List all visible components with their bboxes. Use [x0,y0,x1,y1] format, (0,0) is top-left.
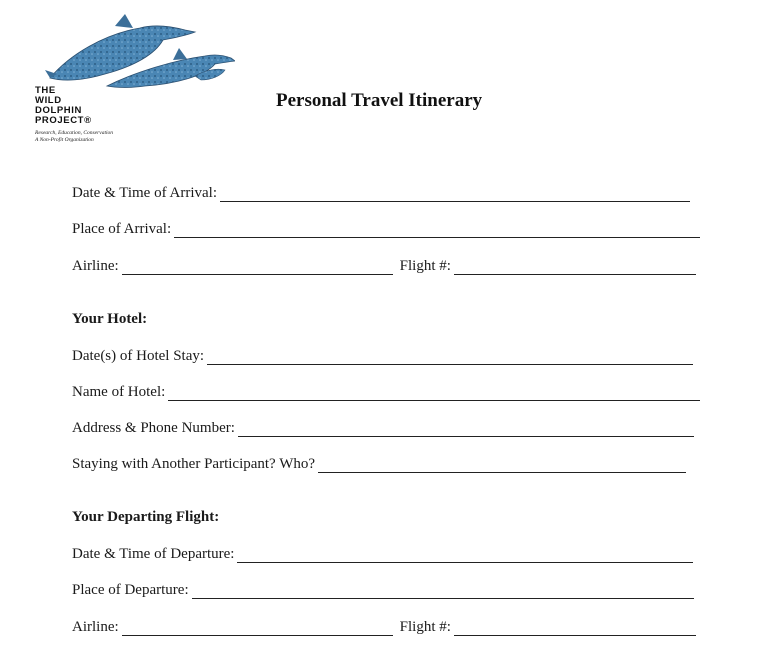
logo-line: THE [35,85,56,96]
departure-flight-label: Flight #: [399,619,451,635]
hotel-name-row [72,381,700,401]
hotel-staying-label: Staying with Another Participant? Who? [72,456,316,472]
departure-airline-field[interactable] [122,619,393,636]
hotel-staying-row [72,453,686,473]
logo-tagline: Research, Education, Conservation [35,130,114,136]
arrival-airline-row [72,255,696,275]
arrival-flight-field[interactable] [454,258,696,275]
page-title: Personal Travel Itinerary [276,90,483,111]
arrival-airline-field[interactable] [122,258,393,275]
arrival-airline-label: Airline: [72,258,119,274]
arrival-date-time-row [72,182,690,202]
logo-line: WILD [35,95,62,106]
logo-line: PROJECT® [35,115,92,126]
departure-heading: Your Departing Flight: [72,509,220,525]
hotel-address-label: Address & Phone Number: [72,420,235,436]
departure-place-field[interactable] [192,582,694,599]
arrival-date-time-label: Date & Time of Arrival: [72,185,217,201]
logo-tagline-block [35,130,113,144]
logo-org-type: A Non-Profit Organization [35,137,94,143]
arrival-place-label: Place of Arrival: [72,221,172,237]
departure-date-time-field[interactable] [237,546,693,563]
departure-airline-row [72,616,696,636]
wild-dolphin-project-logo [35,14,235,154]
departure-place-row [72,579,694,599]
hotel-heading: Your Hotel: [72,311,148,327]
dolphins-icon [45,14,235,94]
arrival-date-time-field[interactable] [220,185,690,202]
hotel-dates-field[interactable] [207,348,693,365]
hotel-address-row [72,417,694,437]
hotel-name-field[interactable] [168,384,700,401]
arrival-place-row [72,218,700,238]
hotel-address-field[interactable] [238,420,694,437]
hotel-dates-row [72,345,693,365]
departure-airline-label: Airline: [72,619,119,635]
departure-date-time-label: Date & Time of Departure: [72,546,235,562]
departure-date-time-row [72,543,693,563]
departure-place-label: Place of Departure: [72,582,189,598]
arrival-place-field[interactable] [174,221,700,238]
departure-flight-field[interactable] [454,619,696,636]
hotel-staying-field[interactable] [318,456,686,473]
logo-line: DOLPHIN [35,105,82,116]
hotel-name-label: Name of Hotel: [72,384,166,400]
arrival-flight-label: Flight #: [399,258,451,274]
logo-wordmark [35,86,92,126]
hotel-dates-label: Date(s) of Hotel Stay: [72,348,205,364]
